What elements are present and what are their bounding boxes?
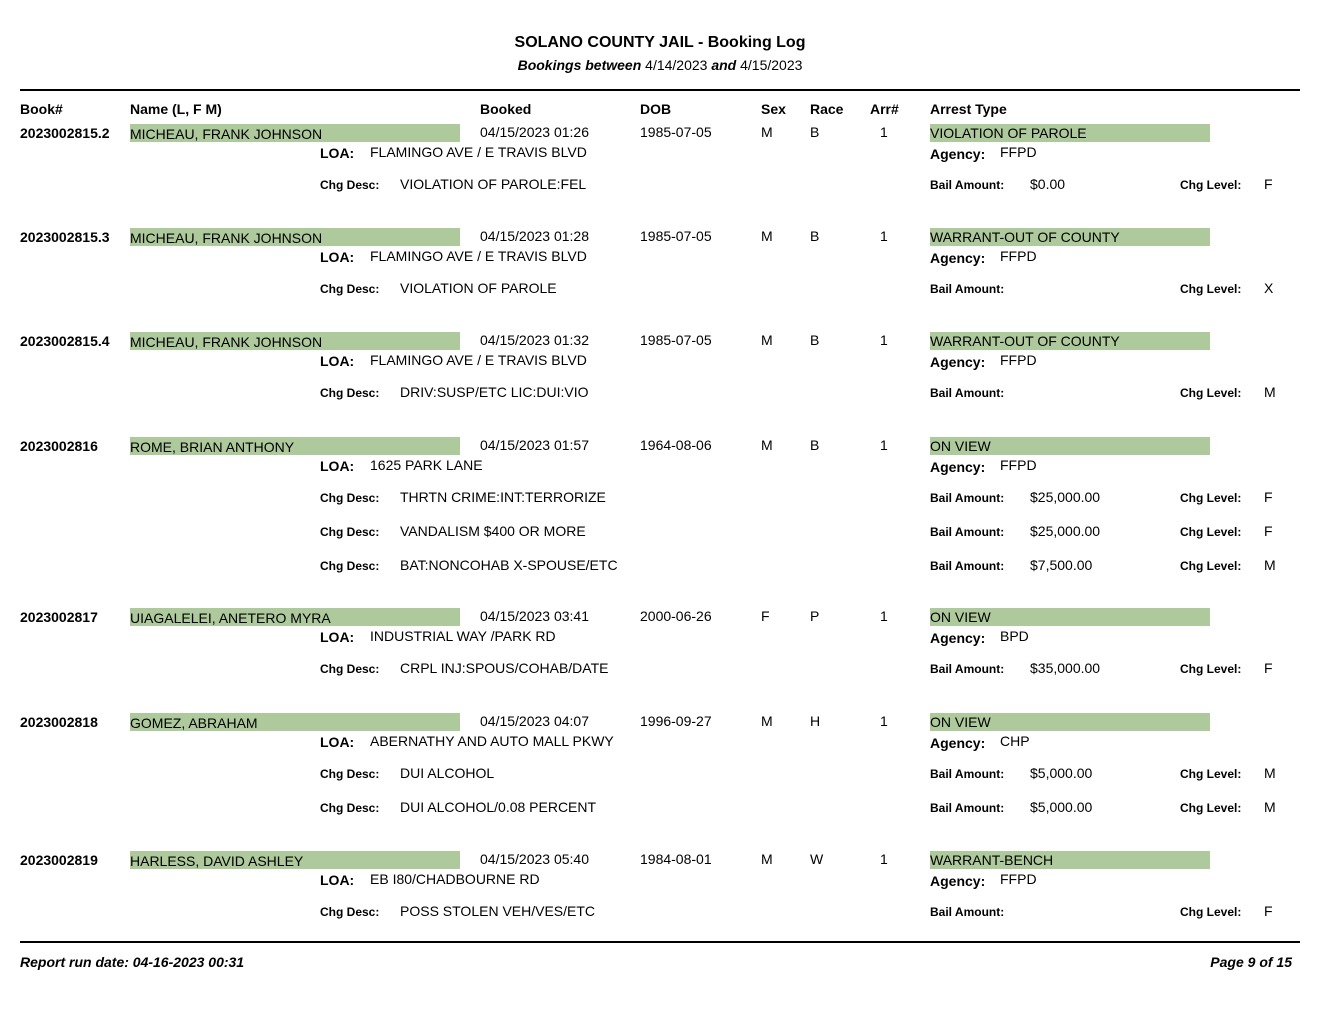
chg-level-label: Chg Level: — [1180, 801, 1242, 815]
agency-value: FFPD — [1000, 871, 1037, 887]
booking-number: 2023002817 — [20, 609, 98, 625]
arrest-type: ON VIEW — [930, 713, 1210, 731]
chg-level-value: M — [1264, 557, 1276, 573]
chg-desc-label: Chg Desc: — [320, 559, 380, 573]
booked-datetime: 04/15/2023 03:41 — [480, 608, 589, 624]
booking-number: 2023002815.4 — [20, 333, 110, 349]
loa-label: LOA: — [320, 249, 355, 265]
col-booked: Booked — [480, 101, 532, 117]
chg-desc-value: VANDALISM $400 OR MORE — [400, 523, 586, 539]
loa-label: LOA: — [320, 872, 355, 888]
date-of-birth: 1984-08-01 — [640, 851, 712, 867]
bail-amount-label: Bail Amount: — [930, 905, 1005, 919]
booked-datetime: 04/15/2023 05:40 — [480, 851, 589, 867]
sex: M — [761, 713, 773, 729]
col-arr: Arr# — [870, 101, 899, 117]
race: W — [810, 851, 824, 867]
inmate-name: GOMEZ, ABRAHAM — [130, 713, 460, 731]
chg-level-label: Chg Level: — [1180, 905, 1242, 919]
loa-value: 1625 PARK LANE — [370, 457, 483, 473]
col-book: Book# — [20, 101, 63, 117]
inmate-name: UIAGALELEI, ANETERO MYRA — [130, 608, 460, 626]
bail-amount-label: Bail Amount: — [930, 282, 1005, 296]
chg-level-value: F — [1264, 176, 1273, 192]
page-number: Page 9 of 15 — [1210, 954, 1292, 970]
bail-amount-label: Bail Amount: — [930, 178, 1005, 192]
chg-desc-value: VIOLATION OF PAROLE:FEL — [400, 176, 587, 192]
bail-amount-value: $5,000.00 — [1030, 765, 1093, 781]
chg-level-label: Chg Level: — [1180, 282, 1242, 296]
arrest-type: ON VIEW — [930, 437, 1210, 455]
chg-desc-value: THRTN CRIME:INT:TERRORIZE — [400, 489, 606, 505]
chg-level-value: X — [1264, 280, 1274, 296]
inmate-name: HARLESS, DAVID ASHLEY — [130, 851, 460, 869]
sex: M — [761, 437, 773, 453]
agency-label: Agency: — [930, 735, 986, 751]
loa-value: FLAMINGO AVE / E TRAVIS BLVD — [370, 352, 587, 368]
inmate-name: MICHEAU, FRANK JOHNSON — [130, 228, 460, 246]
col-sex: Sex — [761, 101, 786, 117]
booked-datetime: 04/15/2023 04:07 — [480, 713, 589, 729]
loa-value: INDUSTRIAL WAY /PARK RD — [370, 628, 556, 644]
agency-value: BPD — [1000, 628, 1029, 644]
bail-amount-label: Bail Amount: — [930, 386, 1005, 400]
chg-desc-label: Chg Desc: — [320, 662, 380, 676]
agency-value: FFPD — [1000, 352, 1037, 368]
chg-level-value: M — [1264, 799, 1276, 815]
bail-amount-value: $5,000.00 — [1030, 799, 1093, 815]
date-of-birth: 1985-07-05 — [640, 228, 712, 244]
loa-label: LOA: — [320, 145, 355, 161]
chg-level-value: F — [1264, 903, 1273, 919]
chg-level-value: M — [1264, 765, 1276, 781]
race: B — [810, 124, 820, 140]
arrest-count: 1 — [880, 851, 888, 867]
arrest-count: 1 — [880, 124, 888, 140]
agency-label: Agency: — [930, 459, 986, 475]
report-run-date: Report run date: 04-16-2023 00:31 — [20, 954, 245, 970]
loa-label: LOA: — [320, 353, 355, 369]
sex: M — [761, 124, 773, 140]
booking-number: 2023002818 — [20, 714, 98, 730]
col-name: Name (L, F M) — [130, 101, 222, 117]
bail-amount-value: $25,000.00 — [1030, 489, 1101, 505]
booked-datetime: 04/15/2023 01:57 — [480, 437, 589, 453]
agency-label: Agency: — [930, 146, 986, 162]
chg-desc-value: BAT:NONCOHAB X-SPOUSE/ETC — [400, 557, 618, 573]
agency-value: FFPD — [1000, 457, 1037, 473]
chg-desc-label: Chg Desc: — [320, 386, 380, 400]
arrest-type: WARRANT-OUT OF COUNTY — [930, 228, 1210, 246]
date-from: 4/14/2023 — [645, 57, 708, 73]
bail-amount-value: $35,000.00 — [1030, 660, 1101, 676]
chg-desc-value: DUI ALCOHOL/0.08 PERCENT — [400, 799, 597, 815]
chg-level-label: Chg Level: — [1180, 491, 1242, 505]
chg-desc-value: DUI ALCOHOL — [400, 765, 495, 781]
chg-level-label: Chg Level: — [1180, 662, 1242, 676]
bail-amount-value: $7,500.00 — [1030, 557, 1093, 573]
arrest-type: VIOLATION OF PAROLE — [930, 124, 1210, 142]
agency-value: CHP — [1000, 733, 1030, 749]
booked-datetime: 04/15/2023 01:32 — [480, 332, 589, 348]
agency-label: Agency: — [930, 354, 986, 370]
chg-level-value: F — [1264, 523, 1273, 539]
chg-desc-value: POSS STOLEN VEH/VES/ETC — [400, 903, 596, 919]
agency-label: Agency: — [930, 250, 986, 266]
loa-value: FLAMINGO AVE / E TRAVIS BLVD — [370, 248, 587, 264]
chg-desc-label: Chg Desc: — [320, 491, 380, 505]
arrest-count: 1 — [880, 437, 888, 453]
race: P — [810, 608, 820, 624]
arrest-count: 1 — [880, 228, 888, 244]
bail-amount-label: Bail Amount: — [930, 491, 1005, 505]
subtitle-prefix: Bookings between — [517, 57, 642, 73]
chg-level-value: M — [1264, 384, 1276, 400]
race: H — [810, 713, 821, 729]
report-title: SOLANO COUNTY JAIL - Booking Log — [514, 34, 806, 51]
booking-number: 2023002815.2 — [20, 125, 110, 141]
booking-number: 2023002819 — [20, 852, 98, 868]
arrest-count: 1 — [880, 332, 888, 348]
agency-value: FFPD — [1000, 144, 1037, 160]
race: B — [810, 437, 820, 453]
sex: F — [761, 608, 770, 624]
bail-amount-label: Bail Amount: — [930, 801, 1005, 815]
loa-label: LOA: — [320, 629, 355, 645]
arrest-count: 1 — [880, 713, 888, 729]
sex: M — [761, 228, 773, 244]
booked-datetime: 04/15/2023 01:28 — [480, 228, 589, 244]
report-subtitle — [0, 57, 1320, 73]
loa-value: ABERNATHY AND AUTO MALL PKWY — [370, 733, 614, 749]
date-of-birth: 1985-07-05 — [640, 332, 712, 348]
subtitle-and: and — [711, 57, 737, 73]
arrest-type: ON VIEW — [930, 608, 1210, 626]
chg-level-label: Chg Level: — [1180, 386, 1242, 400]
loa-value: FLAMINGO AVE / E TRAVIS BLVD — [370, 144, 587, 160]
date-of-birth: 1985-07-05 — [640, 124, 712, 140]
chg-desc-value: CRPL INJ:SPOUS/COHAB/DATE — [400, 660, 609, 676]
race: B — [810, 332, 820, 348]
bail-amount-label: Bail Amount: — [930, 559, 1005, 573]
date-to: 4/15/2023 — [740, 57, 803, 73]
chg-desc-label: Chg Desc: — [320, 178, 380, 192]
loa-label: LOA: — [320, 458, 355, 474]
chg-desc-value: DRIV:SUSP/ETC LIC:DUI:VIO — [400, 384, 589, 400]
agency-label: Agency: — [930, 630, 986, 646]
booked-datetime: 04/15/2023 01:26 — [480, 124, 589, 140]
chg-level-label: Chg Level: — [1180, 559, 1242, 573]
arrest-type: WARRANT-OUT OF COUNTY — [930, 332, 1210, 350]
chg-desc-label: Chg Desc: — [320, 282, 380, 296]
arrest-type: WARRANT-BENCH — [930, 851, 1210, 869]
bail-amount-value: $25,000.00 — [1030, 523, 1101, 539]
loa-value: EB I80/CHADBOURNE RD — [370, 871, 540, 887]
chg-level-value: F — [1264, 660, 1273, 676]
bail-amount-label: Bail Amount: — [930, 525, 1005, 539]
chg-level-label: Chg Level: — [1180, 767, 1242, 781]
sex: M — [761, 851, 773, 867]
chg-desc-label: Chg Desc: — [320, 525, 380, 539]
date-of-birth: 1996-09-27 — [640, 713, 712, 729]
arrest-count: 1 — [880, 608, 888, 624]
agency-label: Agency: — [930, 873, 986, 889]
chg-level-label: Chg Level: — [1180, 525, 1242, 539]
bail-amount-label: Bail Amount: — [930, 662, 1005, 676]
chg-level-value: F — [1264, 489, 1273, 505]
loa-label: LOA: — [320, 734, 355, 750]
col-dob: DOB — [640, 101, 672, 117]
chg-desc-label: Chg Desc: — [320, 905, 380, 919]
bail-amount-label: Bail Amount: — [930, 767, 1005, 781]
col-race: Race — [810, 101, 844, 117]
col-arrest-type: Arrest Type — [930, 101, 1007, 117]
inmate-name: ROME, BRIAN ANTHONY — [130, 437, 460, 455]
sex: M — [761, 332, 773, 348]
bail-amount-value: $0.00 — [1030, 176, 1066, 192]
date-of-birth: 2000-06-26 — [640, 608, 712, 624]
footer-rule — [20, 941, 1300, 943]
chg-desc-label: Chg Desc: — [320, 801, 380, 815]
booking-number: 2023002815.3 — [20, 229, 110, 245]
booking-number: 2023002816 — [20, 438, 98, 454]
chg-desc-value: VIOLATION OF PAROLE — [400, 280, 557, 296]
inmate-name: MICHEAU, FRANK JOHNSON — [130, 124, 460, 142]
chg-desc-label: Chg Desc: — [320, 767, 380, 781]
chg-level-label: Chg Level: — [1180, 178, 1242, 192]
date-of-birth: 1964-08-06 — [640, 437, 712, 453]
race: B — [810, 228, 820, 244]
inmate-name: MICHEAU, FRANK JOHNSON — [130, 332, 460, 350]
header-rule — [20, 89, 1300, 91]
agency-value: FFPD — [1000, 248, 1037, 264]
